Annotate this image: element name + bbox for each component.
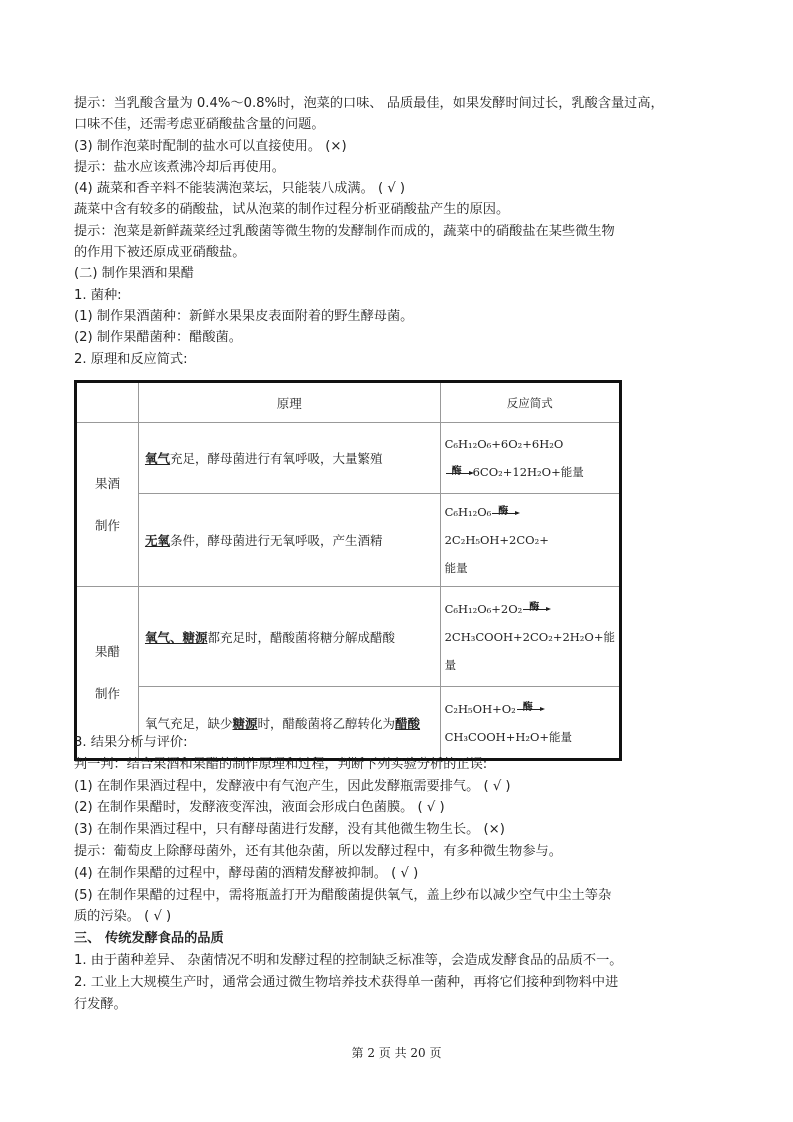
- text-line: 提示：葡萄皮上除酵母菌外，还有其他杂菌，所以发酵过程中，有多种微生物参与。: [74, 843, 562, 859]
- table-row: 无氧条件，酵母菌进行无氧呼吸，产生酒精 C₆H₁₂O₆ 酶 2C₂H₅OH+2CO₂+ 能量: [76, 494, 621, 587]
- arrow-icon: 酶: [446, 473, 472, 474]
- section-heading: (二) 制作果酒和果醋: [74, 266, 194, 282]
- text-line: (3) 在制作果酒过程中，只有酵母菌进行发酵，没有其他微生物生长。 (×): [74, 822, 505, 838]
- group-vinegar: 果醋 制作: [76, 587, 139, 760]
- text-line: 提示：泡菜是新鲜蔬菜经过乳酸菌等微生物的发酵制作而成的，蔬菜中的硝酸盐在某些微生物: [74, 223, 615, 239]
- table-row: 果醋 制作 氧气、糖源都充足时，醋酸菌将糖分解成醋酸 C₆H₁₂O₆+2O₂ 酶 2CH₃COOH+2CO₂+2H₂O+能 量: [76, 587, 621, 687]
- arrow-icon: 酶: [517, 709, 543, 710]
- arrow-icon: 酶: [523, 609, 549, 610]
- table-row: 氧气充足，缺少糖源时，醋酸菌将乙醇转化为醋酸 C₂H₅OH+O₂ 酶 CH₃COOH+H₂O+能量: [76, 687, 621, 760]
- reaction-formula: C₆H₁₂O₆ 酶 2C₂H₅OH+2CO₂+ 能量: [440, 494, 620, 587]
- table-row: 果酒 制作 氧气充足，酵母菌进行有氧呼吸，大量繁殖 C₆H₁₂O₆+6O₂+6H₂O 酶 6CO₂+12H₂O+能量: [76, 423, 621, 494]
- text-line: 1. 由于菌种差异、 杂菌情况不明和发酵过程的控制缺乏标准等，会造成发酵食品的品质不一。: [74, 952, 623, 968]
- text-line: (3) 制作泡菜时配制的盐水可以直接使用。 (×): [74, 138, 347, 154]
- text-line: 1. 菌种:: [74, 287, 122, 303]
- text-line: (1) 制作果酒菌种：新鲜水果果皮表面附着的野生酵母菌。: [74, 308, 414, 324]
- text-line: (1) 在制作果酒过程中，发酵液中有气泡产生，因此发酵瓶需要排气。 ( √ ): [74, 778, 511, 794]
- group-wine: 果酒 制作: [76, 423, 139, 587]
- text-line: 提示：盐水应该煮沸冷却后再使用。: [74, 159, 285, 175]
- text-line: 质的污染。 ( √ ): [74, 909, 172, 925]
- text-line: (5) 在制作果醋的过程中，需将瓶盖打开为醋酸菌提供氧气，盖上纱布以减少空气中尘土等杂: [74, 887, 612, 903]
- text-line: 的作用下被还原成亚硝酸盐。: [74, 245, 246, 261]
- text-line: 行发酵。: [74, 996, 127, 1012]
- text-line: (4) 蔬菜和香辛料不能装满泡菜坛，只能装八成满。 ( √ ): [74, 181, 406, 197]
- text-line: 口味不佳，还需考虑亚硝酸盐含量的问题。: [74, 117, 325, 133]
- text-block-top: [74, 93, 714, 370]
- header-reaction: 反应简式: [440, 382, 620, 423]
- text-line: 蔬菜中含有较多的硝酸盐，试从泡菜的制作过程分析亚硝酸盐产生的原因。: [74, 202, 510, 218]
- reaction-formula: C₆H₁₂O₆+6O₂+6H₂O 酶 6CO₂+12H₂O+能量: [440, 423, 620, 494]
- principle-table: [74, 380, 622, 761]
- reaction-formula: C₂H₅OH+O₂ 酶 CH₃COOH+H₂O+能量: [440, 687, 620, 760]
- header-principle: 原理: [138, 382, 440, 423]
- text-line: 2. 工业上大规模生产时，通常会通过微生物培养技术获得单一菌种，再将它们接种到物料中进: [74, 974, 619, 990]
- table-header-row: [76, 382, 621, 423]
- page-footer: 第 2 页 共 20 页: [351, 1046, 442, 1060]
- text-line: 判一判：结合果酒和果醋的制作原理和过程，判断下列实验分析的正误:: [74, 756, 488, 772]
- text-line: (2) 在制作果醋时，发酵液变浑浊，液面会形成白色菌膜。 ( √ ): [74, 800, 445, 816]
- text-line: (2) 制作果醋菌种：醋酸菌。: [74, 330, 242, 346]
- text-block-bottom: [74, 732, 714, 1015]
- text-line: 2. 原理和反应简式:: [74, 351, 188, 367]
- reaction-formula: C₆H₁₂O₆+2O₂ 酶 2CH₃COOH+2CO₂+2H₂O+能 量: [440, 587, 620, 687]
- arrow-icon: 酶: [492, 513, 518, 514]
- section-heading: 三、 传统发酵食品的品质: [74, 931, 224, 947]
- text-line: 提示：当乳酸含量为 0.4%～0.8%时，泡菜的口味、 品质最佳，如果发酵时间过长，乳酸含量过高，: [74, 96, 664, 111]
- text-line: 3. 结果分析与评价:: [74, 735, 188, 750]
- text-line: (4) 在制作果醋的过程中，酵母菌的酒精发酵被抑制。 ( √ ): [74, 865, 419, 881]
